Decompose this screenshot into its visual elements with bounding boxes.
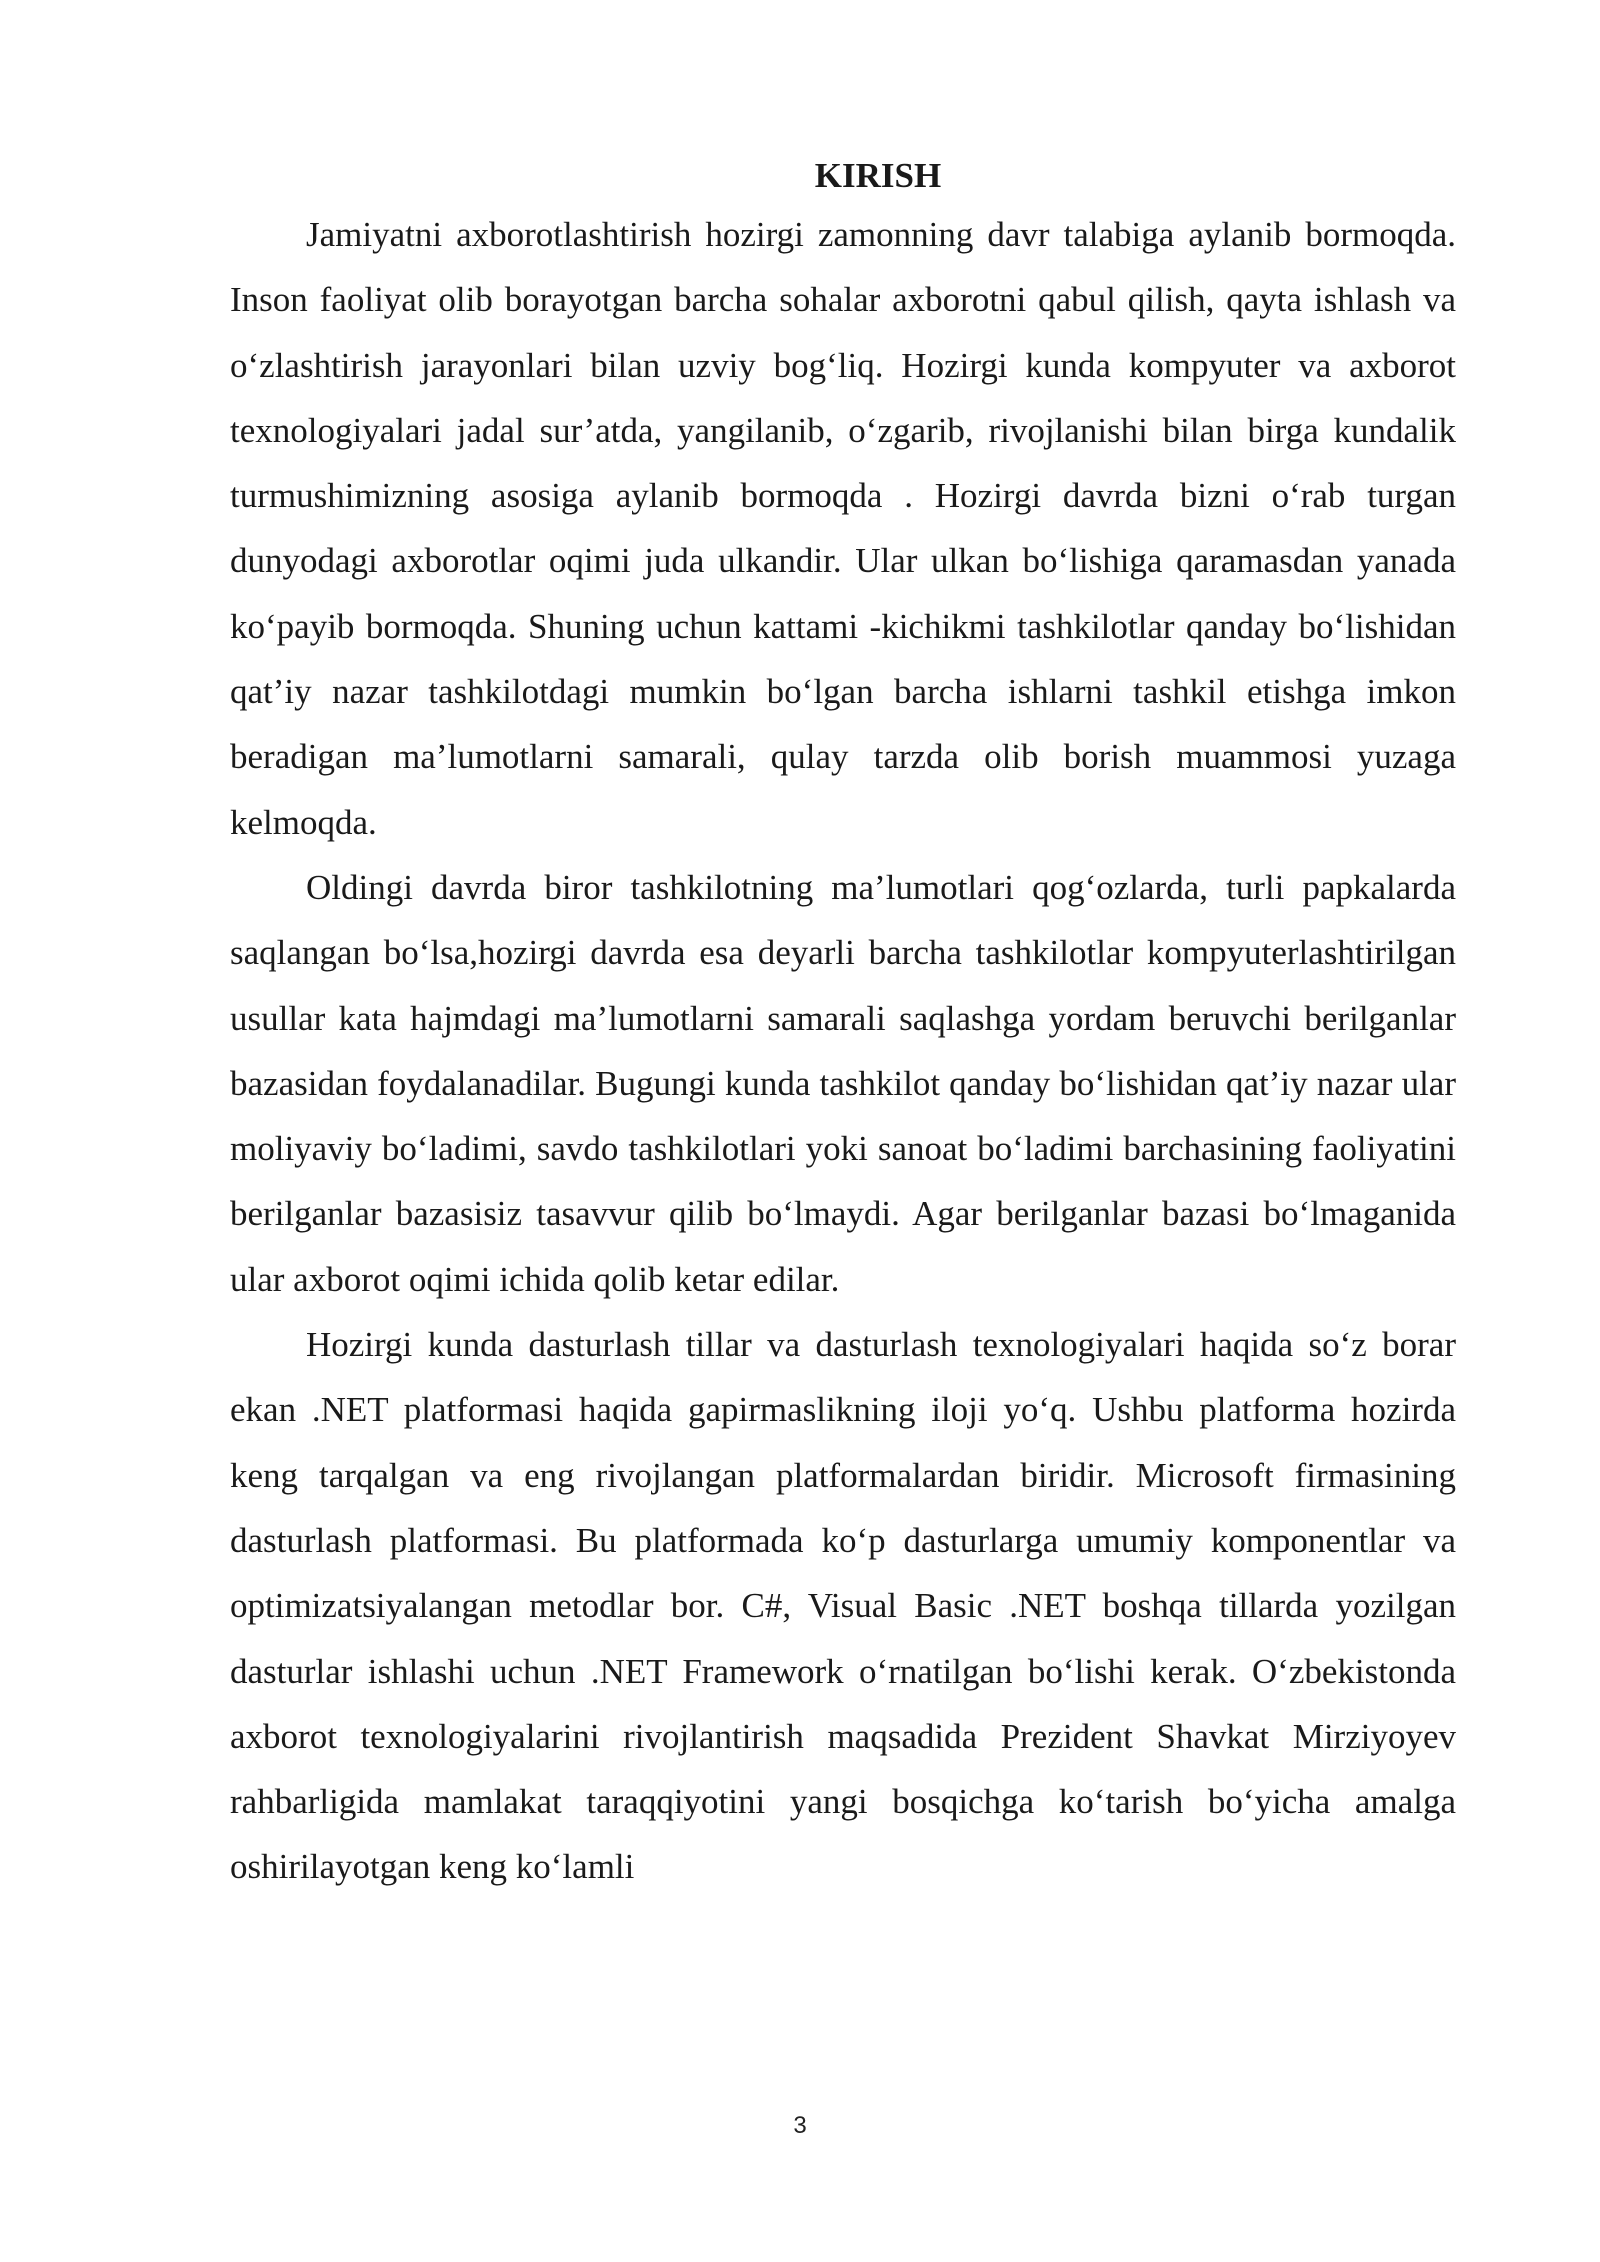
page-number: 3 (793, 2112, 807, 2139)
paragraph-intro: Jamiyatni axborotlashtirish hozirgi zamonning davr talabiga aylanib bormoqda. Inson faoliyat olib borayotgan barcha sohalar axborotni qabul qilish, qayta ishlash va o‘zlashtirish jarayonlari bilan uzviy bog‘liq. Hozirgi kunda kompyuter va axborot texnologiyalari jadal sur’atda, yangilanib, o‘zgarib, rivojlanishi bilan birga kundalik turmushimizning asosiga aylanib bormoqda . Hozirgi davrda bizni o‘rab turgan dunyodagi axborotlar oqimi juda ulkandir. Ular ulkan bo‘lishiga qaramasdan yanada ko‘payib bormoqda. Shuning uchun kattami -kichikmi tashkilotlar qanday bo‘lishidan qat’iy nazar tashkilotdagi mumkin bo‘lgan barcha ishlarni tashkil etishga imkon beradigan ma’lumotlarni samarali, qulay tarzda olib borish muammosi yuzaga kelmoqda. (230, 215, 1456, 842)
paragraph-dotnet: Hozirgi kunda dasturlash tillar va dasturlash texnologiyalari haqida so‘z borar ekan .NET platformasi haqida gapirmaslikning iloji yo‘q. Ushbu platforma hozirda keng tarqalgan va eng rivojlangan platformalardan biridir. Microsoft firmasining dasturlash platformasi. Bu platformada ko‘p dasturlarga umumiy komponentlar va optimizatsiyalangan metodlar bor. C#, Visual Basic .NET boshqa tillarda yozilgan dasturlar ishlashi uchun .NET Framework o‘rnatilgan bo‘lishi kerak. O‘zbekistonda axborot texnologiyalarini rivojlantirish maqsadida Prezident Shavkat Mirziyoyev rahbarligida mamlakat taraqqiyotini yangi bosqichga ko‘tarish bo‘yicha amalga oshirilayotgan keng ko‘lamli (230, 1325, 1456, 1887)
paragraph-databases: Oldingi davrda biror tashkilotning ma’lumotlari qog‘ozlarda, turli papkalarda saqlangan bo‘lsa,hozirgi davrda esa deyarli barcha tashkilotlar kompyuterlashtirilgan usullar kata hajmdagi ma’lumotlarni samarali saqlashga yordam beruvchi berilganlar bazasidan foydalanadilar. Bugungi kunda tashkilot qanday bo‘lishidan qat’iy nazar ular moliyaviy bo‘ladimi, savdo tashkilotlari yoki sanoat bo‘ladimi barchasining faoliyatini berilganlar bazasisiz tasavvur qilib bo‘lmaydi. Agar berilganlar bazasi bo‘lmaganida ular axborot oqimi ichida qolib ketar edilar. (230, 867, 1456, 1299)
document-body (230, 150, 1456, 1900)
section-title: KIRISH (814, 156, 942, 195)
